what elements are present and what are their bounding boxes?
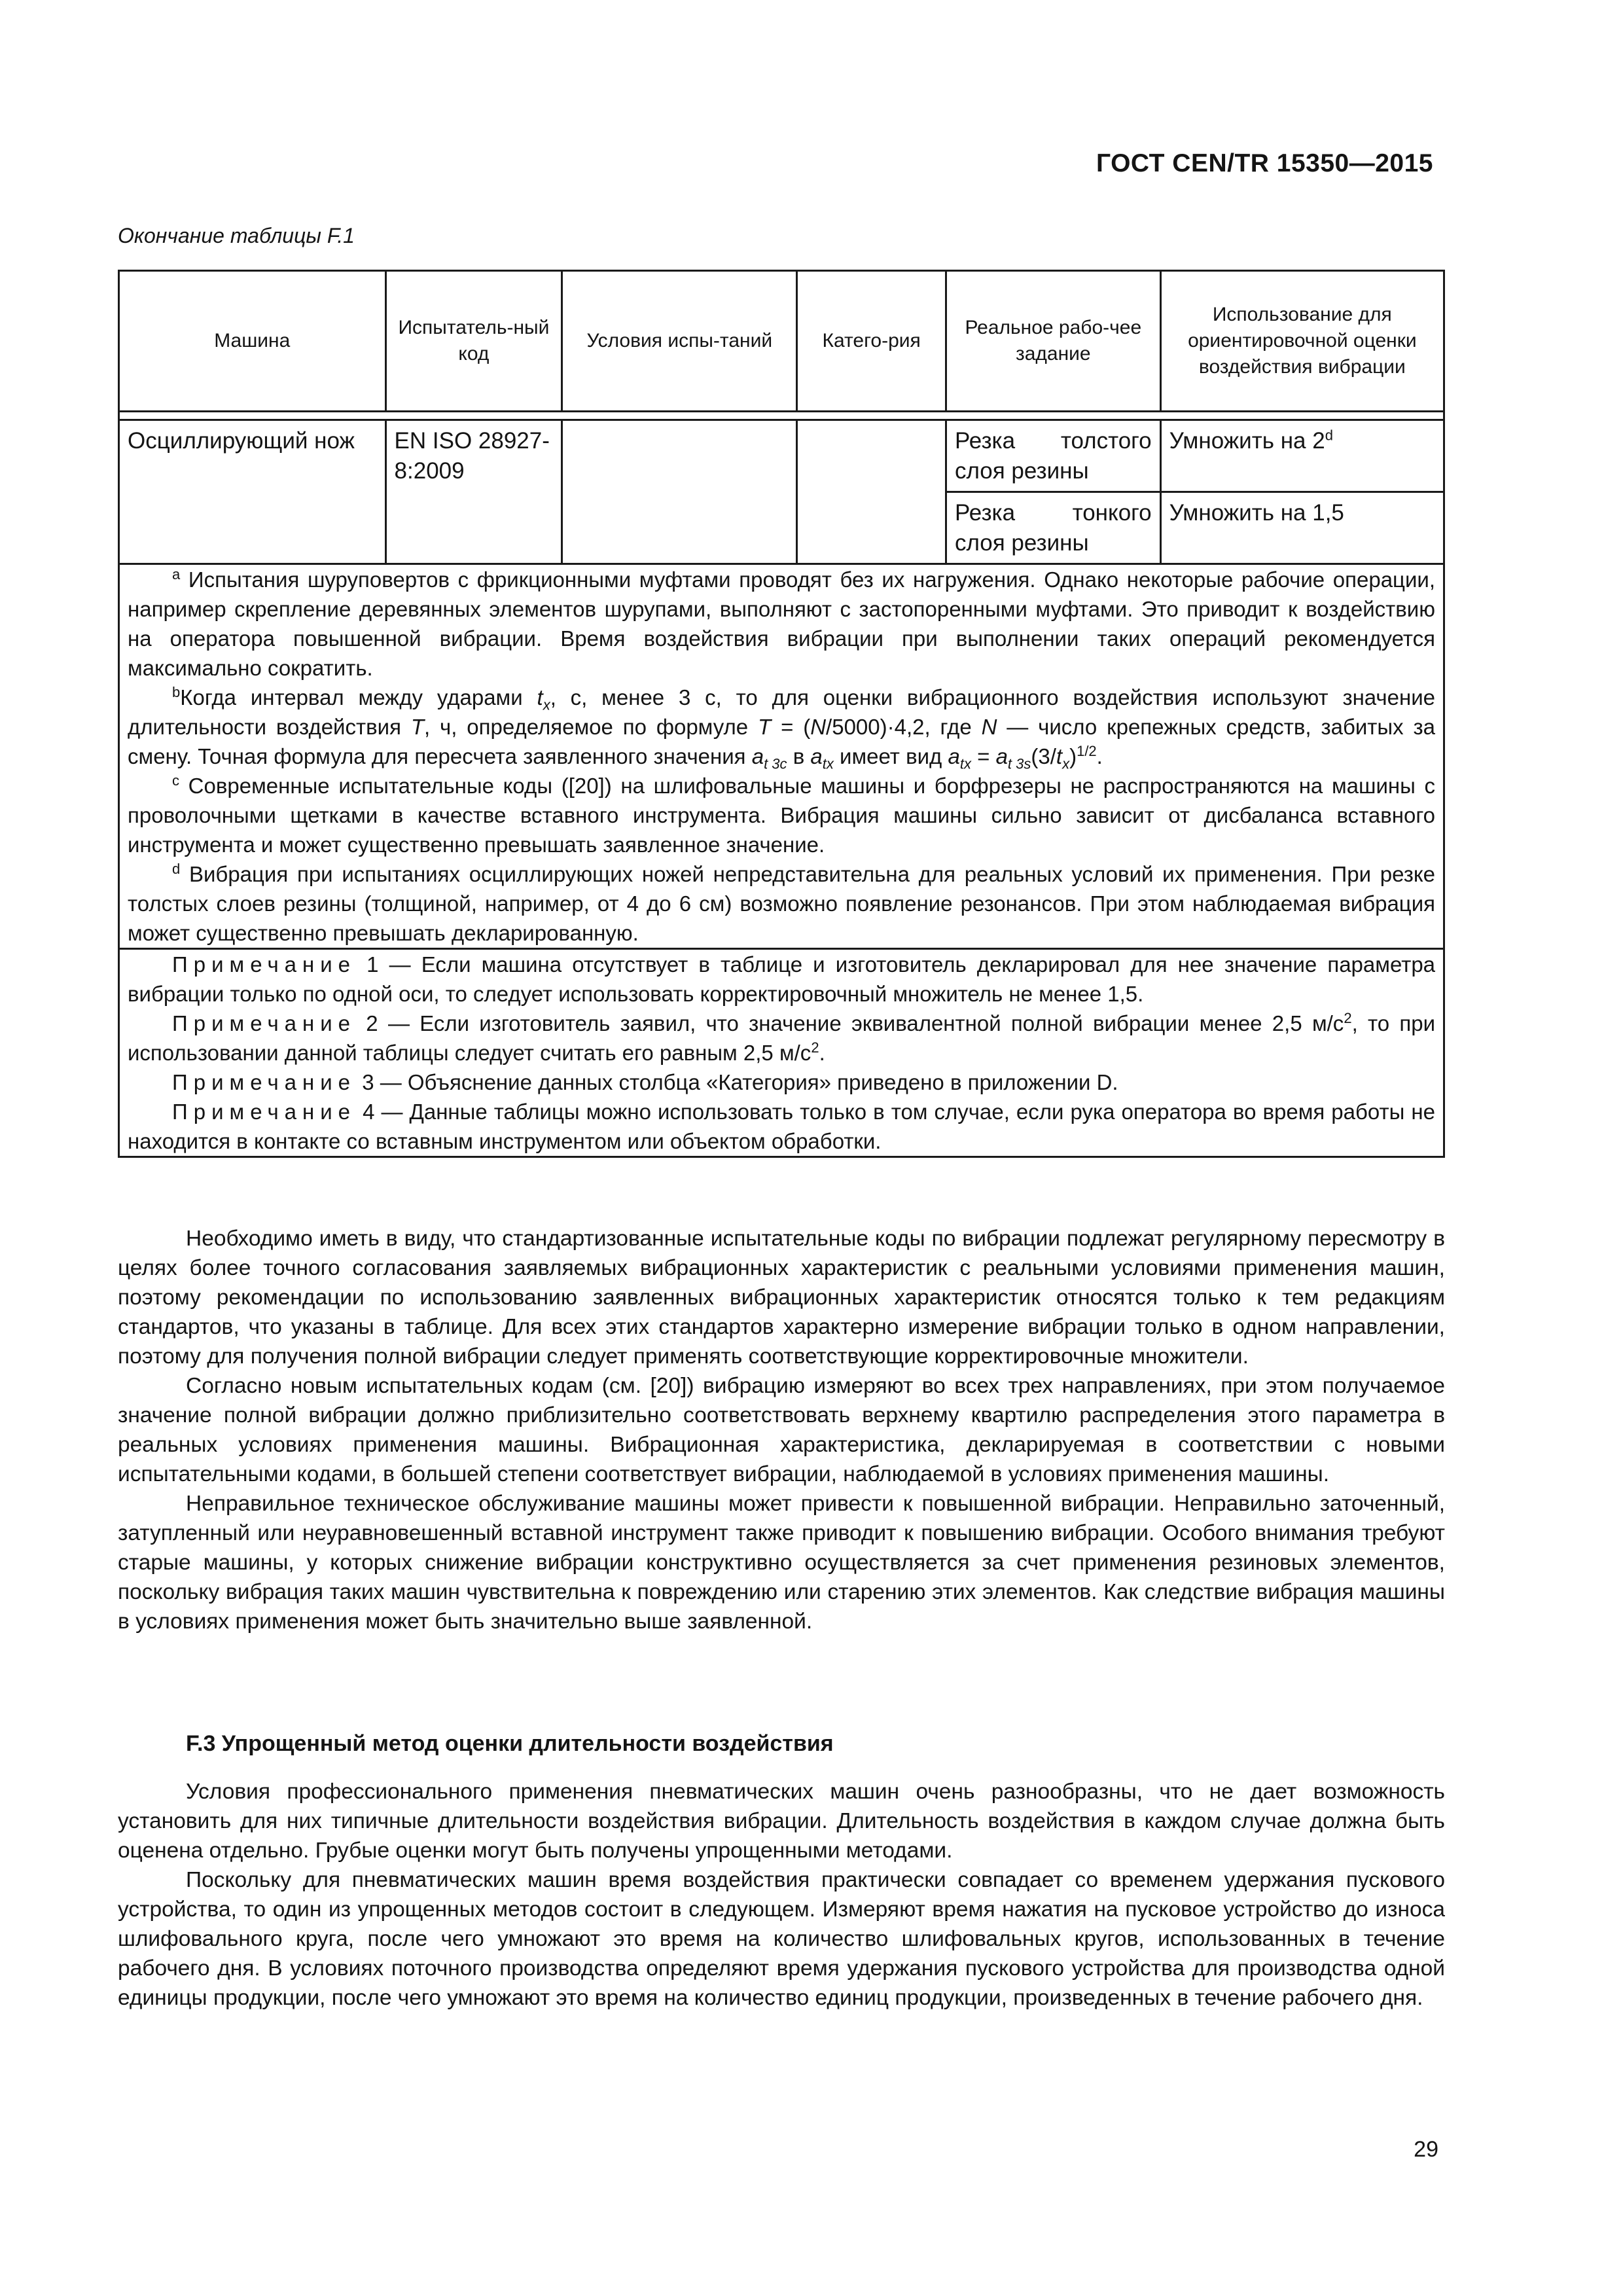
paragraph: Неправильное техническое обслуживание машины может привести к повышенной вибрации. Неправильно заточенный, затупленный или неуравновешенный вставной инструмент также приводит к повышению вибрации. Особого внимания требуют старые машины, у которых снижение вибрации конструктивно осуществляется за счет применения резиновых элементов, поскольку вибрация таких машин чувствительна к повреждению или старению этих элементов. Как следствие вибрация машины в условиях применения может быть значительно выше заявленной. [118, 1492, 1445, 1634]
note-1: Примечание 1 — Если машина отсутствует в таблице и изготовитель декларировал для нее значение параметра вибрации только по одной оси, то следует использовать корректировочный множитель не менее 1,5. [128, 952, 1436, 1006]
col-header-category: Катего-рия [797, 271, 946, 412]
table-row [119, 420, 1444, 492]
page-number: 29 [1414, 2137, 1438, 2162]
cell-category [797, 420, 946, 564]
footnotes-row [119, 564, 1444, 949]
cell-usage-thick: Умножить на 2$^d$ [1160, 420, 1444, 492]
col-header-test-conditions: Условия испы-таний [562, 271, 797, 412]
notes-row [119, 949, 1444, 1157]
cell-task-thin: Резка тонкого слоя резины [946, 492, 1160, 564]
note-4: Примечание 4 — Данные таблицы можно использовать только в том случае, если рука оператора во время работы не находится в контакте со вставным инструментом или объектом обработки. [128, 1100, 1435, 1153]
footnote-c: $^c$ Современные испытательные коды ([20]) на шлифовальные машины и борфрезеры не распространяются на машины с проволочными щетками в качестве вставного инструмента. Вибрация машины сильно зависит от дисбаланса вставного инструмента и может существенно превышать заявленное значение. [128, 772, 1436, 857]
cell-task-thick: Резка толстого слоя резины [946, 420, 1160, 492]
col-header-test-code: Испытатель-ный код [385, 271, 562, 412]
cell-test-conditions [562, 420, 797, 564]
paragraph: Необходимо иметь в виду, что стандартизованные испытательные коды по вибрации подлежат регулярному пересмотру в целях более точного согласования заявляемых вибрационных характеристик с реальными условиями применения машин, поэтому рекомендации по использованию заявленных вибрационных характеристик относятся только к тем редакциям стандартов, что указаны в таблице. Для всех этих стандартов характерно измерение вибрации только в одном направлении, поэтому для получения полной вибрации следует применять соответствующие корректировочные множители. [118, 1227, 1445, 1369]
col-header-real-task: Реальное рабо-чее задание [946, 271, 1160, 412]
footnote-a: $^a$ Испытания шуруповертов с фрикционными муфтами проводят без их нагружения. Однако некоторые рабочие операции, например скрепление деревянных элементов шурупами, выполняют с застопоренными муфтами. Это приводит к воздействию на оператора повышенной вибрации. Время воздействия вибрации при выполнении таких операций рекомендуется максимально сократить. [128, 566, 1435, 680]
main-text [118, 1224, 1445, 1636]
paragraph: Поскольку для пневматических машин время воздействия практически совпадает со временем удержания пускового устройства, то один из упрощенных методов состоит в следующем. Измеряют время нажатия на пусковое устройство до износа шлифовального круга, после чего умножают это время на количество шлифовальных кругов, использованных в течение рабочего дня. В условиях поточного производства определяют время удержания пускового устройства для производства одной единицы продукции, после чего умножают это время на количество единиц продукции, произведенных в течение рабочего дня. [118, 1868, 1445, 2010]
col-header-machine: Машина [119, 271, 386, 412]
footnotes-cell [119, 564, 1444, 949]
col-header-usage: Использование для ориентировочной оценки воздействия вибрации [1160, 271, 1444, 412]
vibration-table [118, 270, 1445, 1158]
cell-test-code: EN ISO 28927-8:2009 [385, 420, 562, 564]
section-heading: F.3 Упрощенный метод оценки длительности воздействия [186, 1731, 834, 1756]
footnote-d: $^d$ Вибрация при испытаниях осциллирующих ножей непредставительна для реальных условий их применения. При резке толстых слоев резины (толщиной, например, от 4 до 6 см) возможно появление резонансов. При этом наблюдаемая вибрация может существенно превышать декларированную. [128, 861, 1436, 945]
document-code-header: ГОСТ CEN/TR 15350—2015 [1096, 149, 1433, 177]
header-separator [119, 412, 1444, 420]
table-caption: Окончание таблицы F.1 [118, 224, 355, 247]
paragraph: Условия профессионального применения пневматических машин очень разнообразны, что не дает возможность установить для них типичные длительности воздействия вибрации. Длительность воздействия в каждом случае должна быть оценена отдельно. Грубые оценки могут быть получены упрощенными методами. [118, 1780, 1445, 1863]
paragraph: Согласно новым испытательных кодам (см. [20]) вибрацию измеряют во всех трех направлениях, при этом получаемое значение полной вибрации должно приблизительно соответствовать верхнему квартилю распределения этого параметра в реальных условиях применения машины. Вибрационная характеристика, декларируемая в соответствии с новыми испытательными кодами, в большей степени соответствует вибрации, наблюдаемой в условиях применения машины. [118, 1374, 1445, 1486]
section-text [118, 1777, 1445, 2013]
note-3: Примечание 3 — Объяснение данных столбца «Категория» приведено в приложении D. [172, 1070, 1118, 1094]
notes-cell [119, 949, 1444, 1157]
footnote-b: $^b$Когда интервал между ударами $t_x$, с, менее 3 с, то для оценки вибрационного воздействия используют значение длительности воздействия T, ч, определяемое по формуле T = (N/5000)·4,2, где N — число крепежных средств, забитых за смену. Точная формула для пересчета заявленного значения $a_{t 3c}$ в $a_{tx}$ имеет вид $a_{tx} = a_{t 3s}(3/t_x)^{1/2}$. [128, 684, 1435, 772]
cell-usage-thin: Умножить на 1,5 [1160, 492, 1444, 564]
note-2: Примечание 2 — Если изготовитель заявил, что значение эквивалентной полной вибрации менее 2,5 $м/с^2$, то при использовании данной таблицы следует считать его равным 2,5 $м/с^2$. [128, 1010, 1436, 1065]
table-header-row [119, 271, 1444, 412]
cell-machine: Осциллирующий нож [119, 420, 386, 564]
